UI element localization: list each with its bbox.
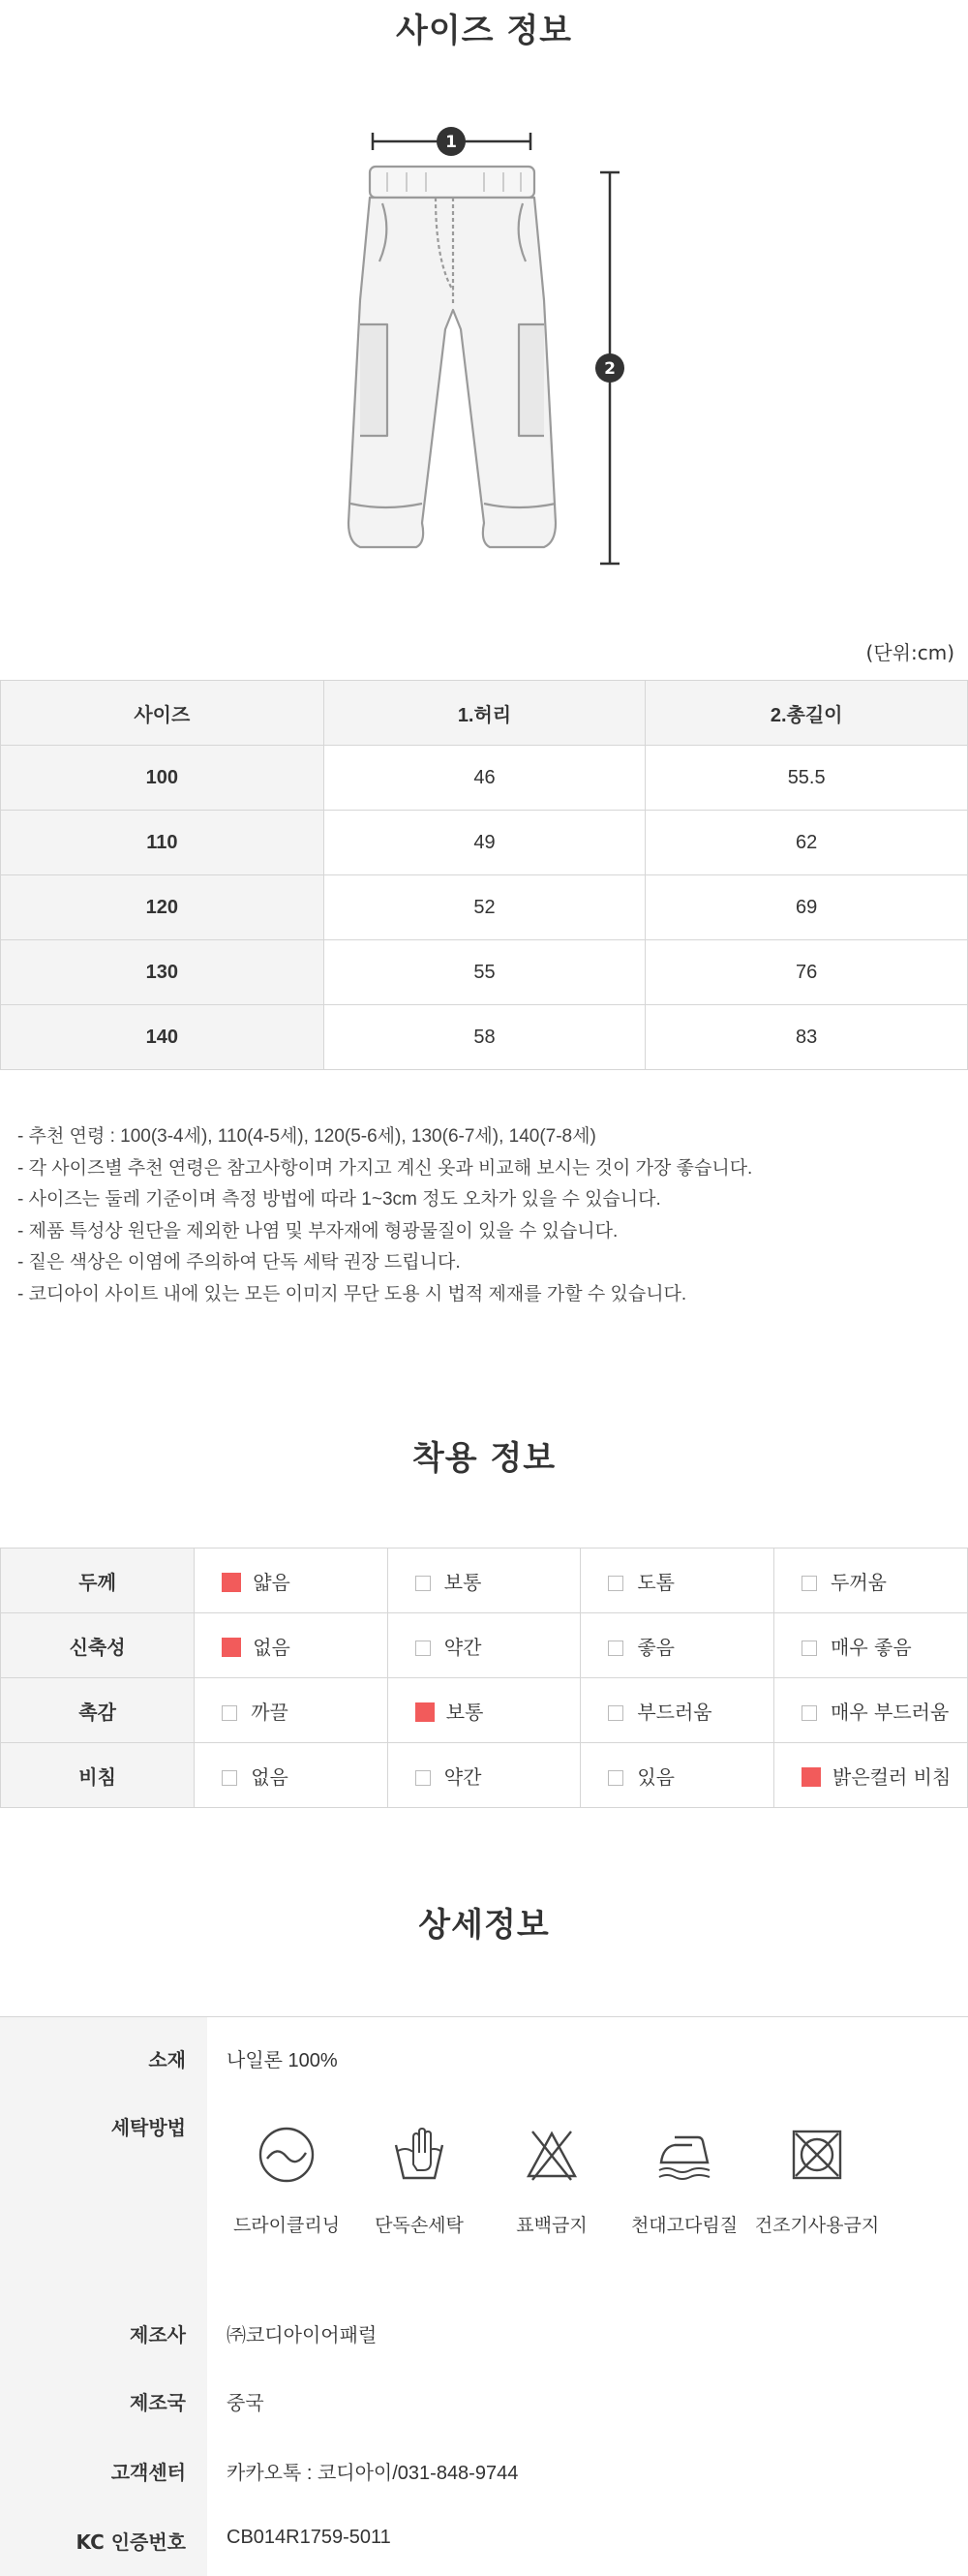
waist-cell: 46 <box>323 746 646 811</box>
size-table-header <box>1 681 968 746</box>
dry-clean-icon <box>256 2124 318 2186</box>
note-item: - 제품 특성상 원단을 제외한 나염 및 부자재에 형광물질이 있을 수 있습니다. <box>17 1220 619 1242</box>
size-info-title: 사이즈 정보 <box>395 12 573 50</box>
pants-diagram <box>290 107 678 600</box>
unit-note: (단위:cm) <box>865 641 954 664</box>
size-cell: 110 <box>1 811 324 875</box>
detail-label-column <box>0 2017 207 2576</box>
checkbox-checked-icon <box>415 1702 435 1722</box>
pants-illustration-icon <box>290 107 678 600</box>
material-label: 소재 <box>148 2048 186 2071</box>
note-item: - 사이즈는 둘레 기준이며 측정 방법에 따라 1~3cm 정도 오차가 있을 수 있습니다. <box>17 1189 661 1210</box>
fit-row-sheer <box>1 1743 968 1808</box>
checkbox-icon <box>415 1770 431 1786</box>
checkbox-icon <box>802 1576 817 1591</box>
no-tumble-dry-icon <box>786 2124 848 2186</box>
fit-label: 신축성 <box>1 1613 195 1678</box>
fit-option: 없음 <box>195 1743 388 1808</box>
length-cell: 83 <box>646 1005 968 1070</box>
fit-table <box>0 1548 968 1808</box>
fit-option: 부드러움 <box>581 1678 774 1743</box>
wash-item: 건조기사용금지 <box>749 2124 885 2237</box>
country-value: 중국 <box>227 2393 264 2414</box>
no-bleach-icon <box>521 2124 583 2186</box>
fit-option: 도톰 <box>581 1549 774 1613</box>
note-item: - 코디아이 사이트 내에 있는 모든 이미지 무단 도용 시 법적 제재를 가할 수 있습니다. <box>17 1283 687 1304</box>
hand-wash-icon <box>388 2124 450 2186</box>
checkbox-icon <box>608 1705 623 1721</box>
fit-label: 두께 <box>1 1549 195 1613</box>
length-cell: 62 <box>646 811 968 875</box>
fit-option: 없음 <box>195 1613 388 1678</box>
checkbox-checked-icon <box>222 1638 241 1657</box>
fit-row-stretch <box>1 1613 968 1678</box>
iron-cloth-icon <box>653 2124 715 2186</box>
waist-cell: 58 <box>323 1005 646 1070</box>
fit-option: 두꺼움 <box>774 1549 968 1613</box>
table-row <box>1 875 968 940</box>
length-cell: 76 <box>646 940 968 1005</box>
header-length: 2.총길이 <box>646 681 968 746</box>
fit-option: 얇음 <box>195 1549 388 1613</box>
wash-item: 표백금지 <box>484 2124 620 2237</box>
checkbox-icon <box>415 1576 431 1591</box>
waist-cell: 52 <box>323 875 646 940</box>
size-cell: 130 <box>1 940 324 1005</box>
waist-cell: 55 <box>323 940 646 1005</box>
size-cell: 100 <box>1 746 324 811</box>
fit-label: 비침 <box>1 1743 195 1808</box>
wash-item: 드라이클리닝 <box>219 2124 354 2237</box>
size-table <box>0 680 968 1070</box>
table-row <box>1 940 968 1005</box>
detail-info-table <box>0 2016 968 2575</box>
header-size: 사이즈 <box>1 681 324 746</box>
wash-item: 천대고다림질 <box>617 2124 752 2237</box>
maker-value: ㈜코디아이어패럴 <box>227 2325 378 2346</box>
wash-item: 단독손세탁 <box>351 2124 487 2237</box>
size-cell: 140 <box>1 1005 324 1070</box>
fit-option: 매우 좋음 <box>774 1613 968 1678</box>
note-item: - 추천 연령 : 100(3-4세), 110(4-5세), 120(5-6세), 130(6-7세), 140(7-8세) <box>17 1126 596 1147</box>
maker-label: 제조사 <box>130 2323 186 2346</box>
detail-info-title: 상세정보 <box>418 1906 550 1945</box>
kc-value: CB014R1759-5011 <box>227 2527 391 2548</box>
size-cell: 120 <box>1 875 324 940</box>
fit-row-texture <box>1 1678 968 1743</box>
checkbox-checked-icon <box>222 1573 241 1592</box>
fit-info-title: 착용 정보 <box>411 1439 557 1478</box>
table-row <box>1 1005 968 1070</box>
checkbox-icon <box>608 1576 623 1591</box>
size-notes <box>17 1121 956 1310</box>
length-cell: 69 <box>646 875 968 940</box>
table-row <box>1 811 968 875</box>
length-cell: 55.5 <box>646 746 968 811</box>
checkbox-icon <box>608 1641 623 1656</box>
fit-row-thickness <box>1 1549 968 1613</box>
header-waist: 1.허리 <box>323 681 646 746</box>
svg-text:2: 2 <box>604 359 616 379</box>
material-value: 나일론 100% <box>227 2050 338 2071</box>
note-item: - 각 사이즈별 추천 연령은 참고사항이며 가지고 계신 옷과 비교해 보시는 것이 가장 좋습니다. <box>17 1157 753 1179</box>
fit-option: 보통 <box>387 1549 581 1613</box>
fit-option: 약간 <box>387 1613 581 1678</box>
checkbox-icon <box>608 1770 623 1786</box>
service-value: 카카오톡 : 코디아이/031-848-9744 <box>227 2463 519 2484</box>
svg-text:1: 1 <box>445 133 457 152</box>
checkbox-icon <box>802 1641 817 1656</box>
table-row <box>1 746 968 811</box>
checkbox-icon <box>415 1641 431 1656</box>
service-label: 고객센터 <box>110 2461 186 2484</box>
fit-option: 까끌 <box>195 1678 388 1743</box>
fit-option: 밝은컬러 비침 <box>774 1743 968 1808</box>
checkbox-checked-icon <box>802 1767 821 1787</box>
wash-label: 세탁방법 <box>110 2116 186 2139</box>
fit-label: 촉감 <box>1 1678 195 1743</box>
fit-option: 약간 <box>387 1743 581 1808</box>
checkbox-icon <box>222 1705 237 1721</box>
fit-option: 좋음 <box>581 1613 774 1678</box>
checkbox-icon <box>802 1705 817 1721</box>
fit-option: 매우 부드러움 <box>774 1678 968 1743</box>
fit-option: 보통 <box>387 1678 581 1743</box>
note-item: - 짙은 색상은 이염에 주의하여 단독 세탁 권장 드립니다. <box>17 1252 461 1273</box>
checkbox-icon <box>222 1770 237 1786</box>
kc-label: KC 인증번호 <box>76 2530 186 2554</box>
country-label: 제조국 <box>130 2391 186 2414</box>
waist-cell: 49 <box>323 811 646 875</box>
fit-option: 있음 <box>581 1743 774 1808</box>
